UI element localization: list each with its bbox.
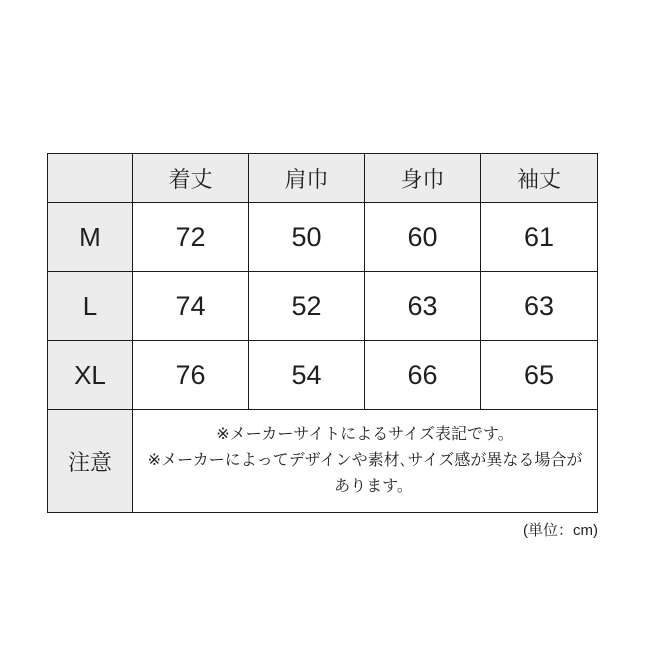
cell-l-body-width: 63 (365, 272, 481, 341)
size-label-l: L (48, 272, 133, 341)
table-row-xl (48, 341, 598, 410)
size-label-m: M (48, 203, 133, 272)
cell-m-sleeve-length: 61 (481, 203, 598, 272)
col-header-shoulder-width: 肩巾 (249, 154, 365, 203)
table-row-l (48, 272, 598, 341)
corner-cell (48, 154, 133, 203)
note-label: 注意 (48, 410, 133, 513)
table-row-m (48, 203, 598, 272)
cell-m-body-length: 72 (133, 203, 249, 272)
note-line-1: ※メーカーサイトによるサイズ表記です。 (216, 426, 514, 443)
cell-m-shoulder-width: 50 (249, 203, 365, 272)
cell-m-body-width: 60 (365, 203, 481, 272)
note-line-2: ※メーカーによってデザインや素材､サイズ感が異なる場合が (147, 452, 583, 469)
unit-note: (単位：cm) (523, 522, 598, 539)
cell-l-body-length: 74 (133, 272, 249, 341)
size-chart (47, 153, 597, 513)
size-chart-table (47, 153, 598, 513)
cell-xl-sleeve-length: 65 (481, 341, 598, 410)
cell-l-sleeve-length: 63 (481, 272, 598, 341)
col-header-sleeve-length: 袖丈 (481, 154, 598, 203)
note-row (48, 410, 598, 513)
cell-l-shoulder-width: 52 (249, 272, 365, 341)
note-line-3: あります。 (334, 478, 413, 495)
size-label-xl: XL (48, 341, 133, 410)
cell-xl-body-width: 66 (365, 341, 481, 410)
cell-xl-body-length: 76 (133, 341, 249, 410)
cell-xl-shoulder-width: 54 (249, 341, 365, 410)
note-cell (133, 410, 598, 513)
header-row (48, 154, 598, 203)
col-header-body-width: 身巾 (365, 154, 481, 203)
col-header-body-length: 着丈 (133, 154, 249, 203)
